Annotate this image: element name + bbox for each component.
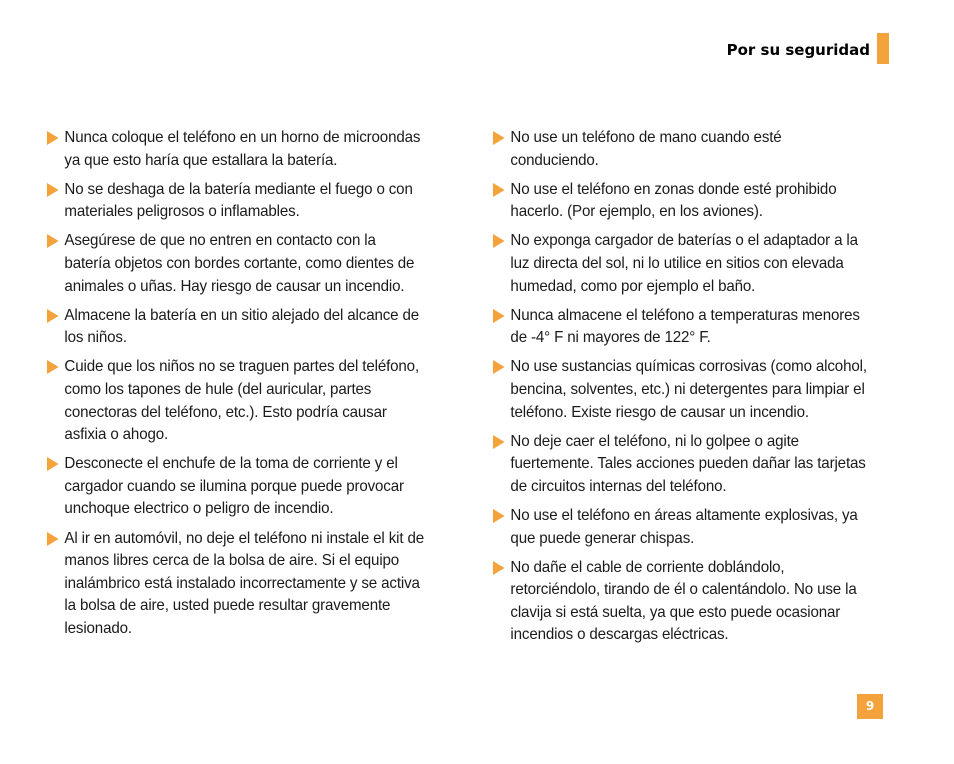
triangle-right-icon (493, 183, 505, 197)
list-item (492, 127, 870, 172)
triangle-right-icon (493, 509, 505, 523)
list-item-text: No deje caer el teléfono, ni lo golpee o agite fuertemente. Tales acciones pueden dañar las tarjetas de circuitos internas del teléfono. (510, 432, 866, 495)
triangle-right-icon (493, 435, 505, 449)
triangle-right-icon (493, 234, 505, 248)
list-item-text: No use el teléfono en zonas donde esté prohibido hacerlo. (Por ejemplo, en los aviones). (510, 180, 837, 221)
list-item (492, 557, 870, 647)
list-item-text: No use sustancias químicas corrosivas (como alcohol, bencina, solventes, etc.) ni detergentes para limpiar el teléfono. Existe riesgo de causar un incendio. (510, 358, 867, 421)
triangle-right-icon (493, 561, 505, 575)
triangle-right-icon (47, 457, 59, 471)
list-item-text: Asegúrese de que no entren en contacto con la batería objetos con bordes cortante, como dientes de animales o uñas. Hay riesgo de causar un incendio. (64, 232, 415, 295)
left-column (46, 127, 436, 647)
list-item (492, 305, 870, 350)
list-item-text: No dañe el cable de corriente doblándolo, retorciéndolo, tirando de él o calentándolo. No use la clavija si está suelta, ya que esto puede ocasionar incendios o descargas eléctricas. (510, 558, 857, 644)
list-item-text: Desconecte el enchufe de la toma de corriente y el cargador cuando se ilumina porque puede provocar unchoque electrico o peligro de incendio. (64, 455, 404, 518)
list-item (492, 431, 870, 499)
page-title: Por su seguridad (726, 41, 870, 59)
triangle-right-icon (493, 131, 505, 145)
list-item-text: No exponga cargador de baterías o el adaptador a la luz directa del sol, ni lo utilice en sitios con elevada humedad, como por ejemplo el baño. (510, 232, 858, 295)
list-item-text: Cuide que los niños no se traguen partes del teléfono, como los tapones de hule (del auricular, partes conectoras del teléfono, etc.). Esto podría causar asfixia o ahogo. (64, 358, 420, 444)
triangle-right-icon (47, 234, 59, 248)
page-number: 9 (857, 694, 883, 719)
list-item-text: No use el teléfono en áreas altamente explosivas, ya que puede generar chispas. (510, 506, 858, 547)
section-tab-marker (877, 33, 889, 64)
list-item (46, 528, 424, 641)
list-item-text: No se deshaga de la batería mediante el fuego o con materiales peligrosos o inflamables. (64, 180, 413, 221)
triangle-right-icon (493, 360, 505, 374)
list-item (46, 127, 424, 172)
list-item-text: Nunca almacene el teléfono a temperaturas menores de -4° F ni mayores de 122° F. (510, 306, 860, 347)
list-item (492, 505, 870, 550)
list-item (492, 230, 870, 298)
list-item (46, 305, 424, 350)
list-item (46, 453, 424, 521)
triangle-right-icon (47, 131, 59, 145)
list-item (492, 179, 870, 224)
triangle-right-icon (47, 309, 59, 323)
list-item-text: No use un teléfono de mano cuando esté conduciendo. (510, 129, 782, 169)
list-item (46, 356, 424, 446)
list-item-text: Al ir en automóvil, no deje el teléfono ni instale el kit de manos libres cerca de la bolsa de aire. Si el equipo inalámbrico está instalado incorrectamente y se activa la bolsa de aire, usted puede resultar gravemente lesionado. (64, 529, 424, 637)
list-item (46, 179, 424, 224)
triangle-right-icon (493, 309, 505, 323)
list-item (492, 356, 870, 424)
list-item-text: Nunca coloque el teléfono en un horno de microondas ya que esto haría que estallara la batería. (64, 129, 421, 169)
list-item (46, 230, 424, 298)
triangle-right-icon (47, 532, 59, 546)
right-column (492, 127, 882, 653)
triangle-right-icon (47, 360, 59, 374)
list-item-text: Almacene la batería en un sitio alejado del alcance de los niños. (64, 306, 420, 347)
triangle-right-icon (47, 183, 59, 197)
